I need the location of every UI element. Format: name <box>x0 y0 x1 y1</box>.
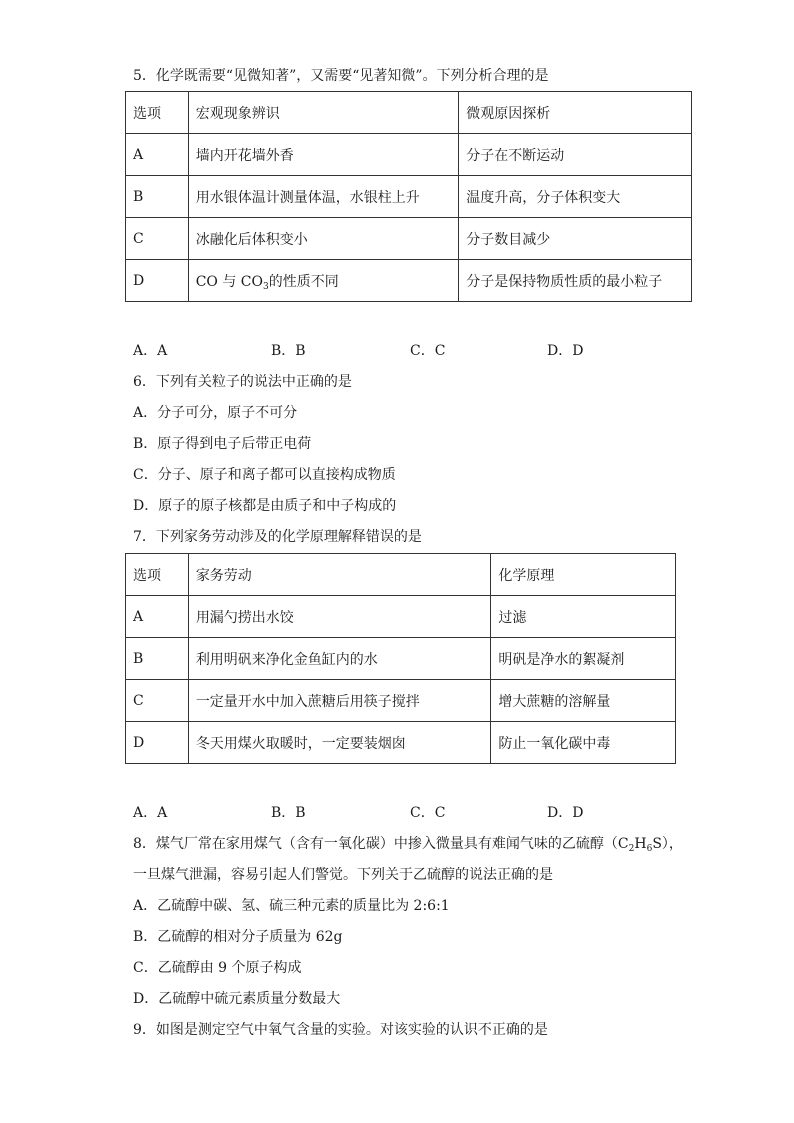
formula-text: 的性质不同 <box>268 273 339 290</box>
chore-cell: 冬天用煤火取暖时，一定要装烟囱 <box>188 722 491 764</box>
choice-c[interactable]: C．C <box>410 805 446 821</box>
table-row <box>126 722 676 764</box>
table-header-row <box>126 92 692 134</box>
option-cell: C <box>126 218 189 260</box>
stem-text: 8．煤气厂常在家用煤气（含有一氧化碳）中掺入微量具有难闻气味的乙硫醇（C <box>133 836 629 852</box>
header-cell: 宏观现象辨识 <box>188 92 459 134</box>
option-cell: D <box>126 260 189 302</box>
option-cell: A <box>126 134 189 176</box>
q7-stem: 7．下列家务劳动涉及的化学原理解释错误的是 <box>133 529 422 545</box>
table-row <box>126 134 692 176</box>
reason-cell: 分子是保持物质性质的最小粒子 <box>459 260 692 302</box>
option-cell: A <box>126 596 189 638</box>
q6-choice-b[interactable]: B．原子得到电子后带正电荷 <box>133 436 312 452</box>
option-cell: C <box>126 680 189 722</box>
choice-c[interactable]: C．C <box>410 343 446 359</box>
choice-b[interactable]: B．B <box>271 805 306 821</box>
q6-choice-c[interactable]: C．分子、原子和离子都可以直接构成物质 <box>133 467 396 483</box>
q8-choice-c[interactable]: C．乙硫醇由 9 个原子构成 <box>133 960 302 976</box>
choice-b[interactable]: B．B <box>271 343 306 359</box>
table-row <box>126 680 676 722</box>
header-cell: 选项 <box>126 554 189 596</box>
reason-cell: 分子在不断运动 <box>459 134 692 176</box>
option-cell: B <box>126 638 189 680</box>
formula-subscript: 2 <box>628 844 635 854</box>
q5-table <box>125 91 692 302</box>
formula-subscript: 6 <box>646 844 653 854</box>
principle-cell: 明矾是净水的絮凝剂 <box>491 638 676 680</box>
table-header-row <box>126 554 676 596</box>
formula-subscript: 3 <box>262 281 269 292</box>
q8-choice-b[interactable]: B．乙硫醇的相对分子质量为 62g <box>133 929 343 945</box>
choice-a[interactable]: A．A <box>133 343 168 359</box>
q7-table <box>125 553 676 764</box>
table-row <box>126 596 676 638</box>
q9-stem: 9．如图是测定空气中氧气含量的实验。对该实验的认识不正确的是 <box>133 1022 548 1038</box>
q8-choice-d[interactable]: D．乙硫醇中硫元素质量分数最大 <box>133 991 341 1007</box>
header-cell: 化学原理 <box>491 554 676 596</box>
header-cell: 微观原因探析 <box>459 92 692 134</box>
header-cell: 选项 <box>126 92 189 134</box>
q5-options <box>133 342 733 360</box>
principle-cell: 增大蔗糖的溶解量 <box>491 680 676 722</box>
principle-cell: 防止一氧化碳中毒 <box>491 722 676 764</box>
reason-cell: 温度升高，分子体积变大 <box>459 176 692 218</box>
phenomenon-cell: 墙内开花墙外香 <box>188 134 459 176</box>
q8-choice-a[interactable]: A．乙硫醇中碳、氢、硫三种元素的质量比为 2:6:1 <box>133 898 450 914</box>
phenomenon-cell <box>188 260 459 302</box>
stem-text: S）， <box>652 836 683 852</box>
phenomenon-cell: 冰融化后体积变小 <box>188 218 459 260</box>
reason-cell: 分子数目减少 <box>459 218 692 260</box>
table-row <box>126 218 692 260</box>
principle-cell: 过滤 <box>491 596 676 638</box>
q8-stem-line2: 一旦煤气泄漏，容易引起人们警觉。下列关于乙硫醇的说法正确的是 <box>133 867 553 883</box>
header-cell: 家务劳动 <box>188 554 491 596</box>
table-row <box>126 638 676 680</box>
q6-choice-a[interactable]: A．分子可分，原子不可分 <box>133 405 298 421</box>
q6-choice-d[interactable]: D．原子的原子核都是由质子和中子构成的 <box>133 498 397 514</box>
option-cell: D <box>126 722 189 764</box>
table-row <box>126 260 692 302</box>
table-row <box>126 176 692 218</box>
choice-a[interactable]: A．A <box>133 805 168 821</box>
stem-text: H <box>634 836 647 852</box>
chore-cell: 利用明矾来净化金鱼缸内的水 <box>188 638 491 680</box>
q7-options <box>133 804 733 822</box>
phenomenon-cell: 用水银体温计测量体温，水银柱上升 <box>188 176 459 218</box>
chore-cell: 用漏勺捞出水饺 <box>188 596 491 638</box>
choice-d[interactable]: D．D <box>547 343 584 359</box>
formula-text: CO 与 CO <box>195 273 263 290</box>
q8-stem-line1 <box>133 835 683 853</box>
option-cell: B <box>126 176 189 218</box>
q5-stem: 5．化学既需要“见微知著”，又需要“见著知微”。下列分析合理的是 <box>133 68 549 84</box>
chore-cell: 一定量开水中加入蔗糖后用筷子搅拌 <box>188 680 491 722</box>
q6-stem: 6．下列有关粒子的说法中正确的是 <box>133 374 352 390</box>
choice-d[interactable]: D．D <box>547 805 584 821</box>
